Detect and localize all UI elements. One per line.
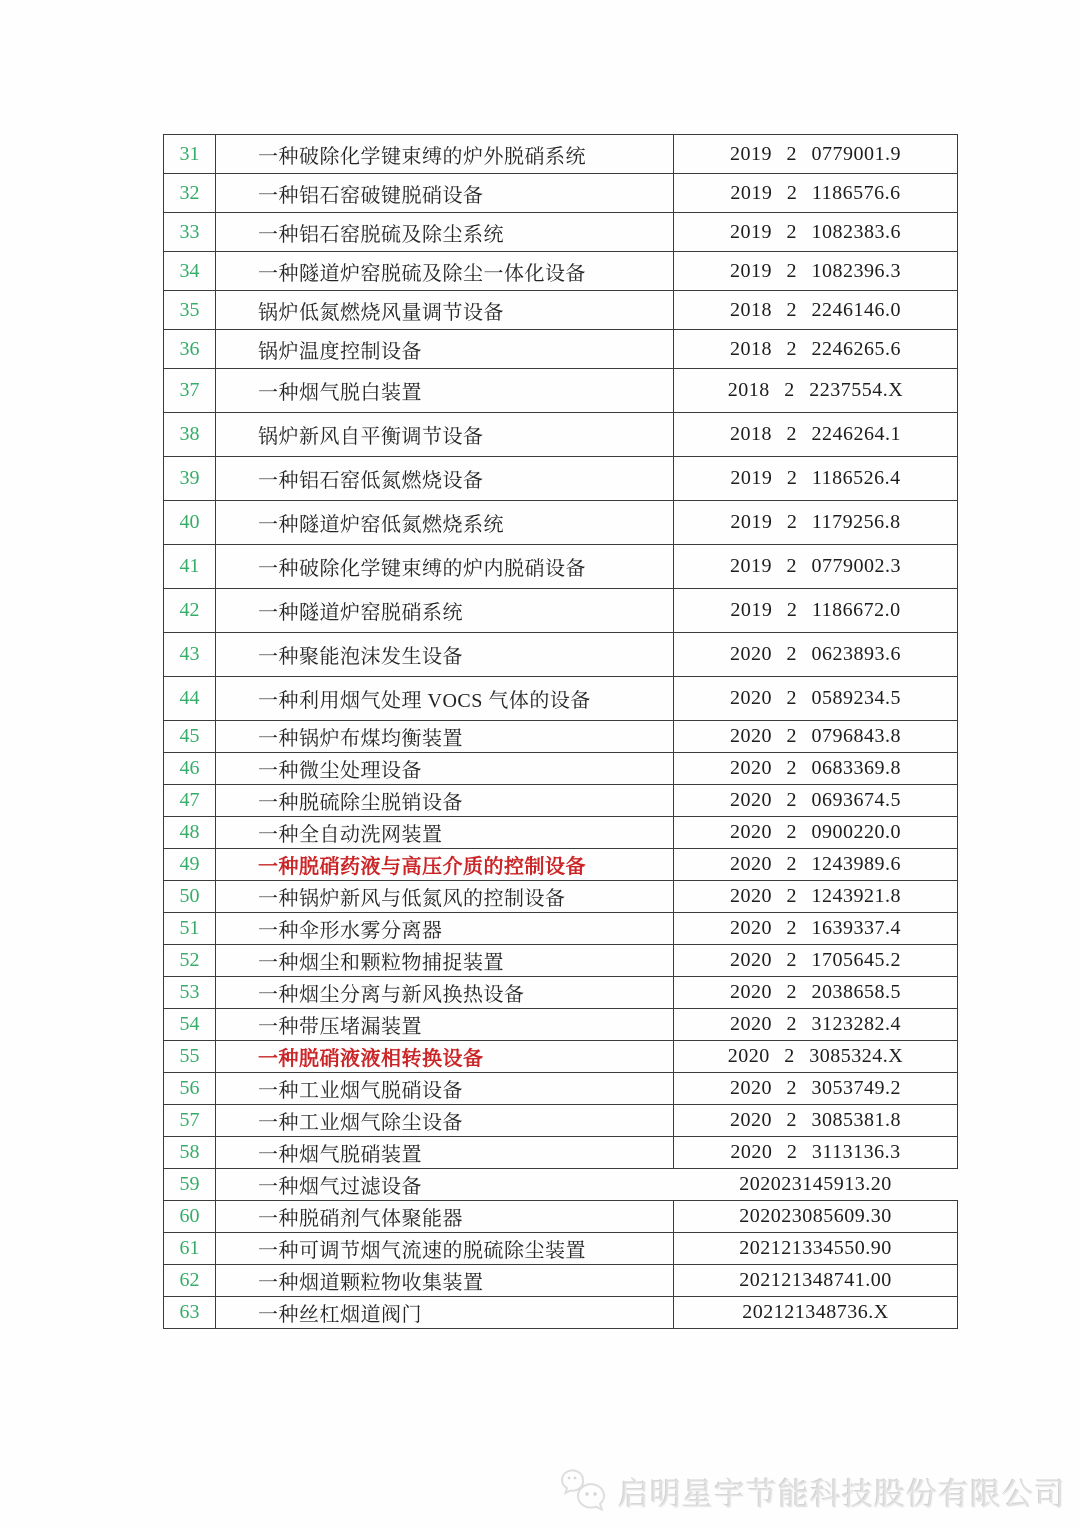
table-row (164, 881, 958, 913)
patent-title: 一种铝石窑脱硫及除尘系统 (216, 213, 674, 252)
patent-title: 一种脱硝药液与高压介质的控制设备 (216, 849, 674, 881)
row-index: 38 (164, 413, 216, 457)
row-index: 58 (164, 1137, 216, 1169)
row-index: 31 (164, 135, 216, 174)
table-row (164, 785, 958, 817)
patent-title: 一种伞形水雾分离器 (216, 913, 674, 945)
patent-number: 2019 2 1186672.0 (674, 589, 958, 633)
patent-number: 2020 2 0693674.5 (674, 785, 958, 817)
patent-number: 2020 2 3085324.X (674, 1041, 958, 1073)
patent-title: 锅炉温度控制设备 (216, 330, 674, 369)
patent-number: 2020 2 1243921.8 (674, 881, 958, 913)
patent-title: 一种铝石窑低氮燃烧设备 (216, 457, 674, 501)
row-index: 52 (164, 945, 216, 977)
patent-title: 一种工业烟气脱硝设备 (216, 1073, 674, 1105)
patent-number: 2020 2 2038658.5 (674, 977, 958, 1009)
patent-title: 一种破除化学键束缚的炉内脱硝设备 (216, 545, 674, 589)
row-index: 49 (164, 849, 216, 881)
table-row (164, 1233, 958, 1265)
patent-number: 2020 2 0683369.8 (674, 753, 958, 785)
patent-title: 一种烟气脱白装置 (216, 369, 674, 413)
patent-title: 一种锅炉布煤均衡装置 (216, 721, 674, 753)
table-row (164, 213, 958, 252)
row-index: 57 (164, 1105, 216, 1137)
patent-title: 一种带压堵漏装置 (216, 1009, 674, 1041)
row-index: 37 (164, 369, 216, 413)
patent-title: 一种烟气脱硝装置 (216, 1137, 674, 1169)
row-index: 47 (164, 785, 216, 817)
table-row (164, 369, 958, 413)
patent-number: 2018 2 2246265.6 (674, 330, 958, 369)
table-row (164, 1041, 958, 1073)
patent-title: 一种烟道颗粒物收集装置 (216, 1265, 674, 1297)
patent-title: 一种铝石窑破键脱硝设备 (216, 174, 674, 213)
patent-number: 2020 2 3113136.3 (674, 1137, 958, 1169)
patent-title: 一种聚能泡沫发生设备 (216, 633, 674, 677)
watermark (558, 1468, 1066, 1514)
row-index: 45 (164, 721, 216, 753)
table-row (164, 330, 958, 369)
table-row (164, 589, 958, 633)
table-row (164, 945, 958, 977)
patent-number: 2020 2 3053749.2 (674, 1073, 958, 1105)
patent-number: 2020 2 1639337.4 (674, 913, 958, 945)
patent-number: 2019 2 1186526.4 (674, 457, 958, 501)
table-row (164, 677, 958, 721)
table-row (164, 1073, 958, 1105)
patent-number: 2019 2 1082383.6 (674, 213, 958, 252)
table-row (164, 252, 958, 291)
patent-title: 一种可调节烟气流速的脱硫除尘装置 (216, 1233, 674, 1265)
patent-title: 一种锅炉新风与低氮风的控制设备 (216, 881, 674, 913)
patent-title: 一种烟气过滤设备 (216, 1169, 674, 1201)
patent-title: 一种丝杠烟道阀门 (216, 1297, 674, 1329)
row-index: 36 (164, 330, 216, 369)
table-row (164, 977, 958, 1009)
patent-number: 2019 2 0779002.3 (674, 545, 958, 589)
table-row (164, 501, 958, 545)
row-index: 50 (164, 881, 216, 913)
table-row (164, 721, 958, 753)
table-row (164, 753, 958, 785)
table-row (164, 1265, 958, 1297)
row-index: 32 (164, 174, 216, 213)
patent-title: 锅炉新风自平衡调节设备 (216, 413, 674, 457)
row-index: 44 (164, 677, 216, 721)
table-row (164, 849, 958, 881)
row-index: 63 (164, 1297, 216, 1329)
row-index: 33 (164, 213, 216, 252)
row-index: 43 (164, 633, 216, 677)
row-index: 34 (164, 252, 216, 291)
patent-number: 202121348736.X (674, 1297, 958, 1329)
patent-number: 202023085609.30 (674, 1201, 958, 1233)
row-index: 61 (164, 1233, 216, 1265)
row-index: 42 (164, 589, 216, 633)
patent-number: 2019 2 1082396.3 (674, 252, 958, 291)
patent-title: 一种脱硝剂气体聚能器 (216, 1201, 674, 1233)
row-index: 40 (164, 501, 216, 545)
patent-number: 2019 2 0779001.9 (674, 135, 958, 174)
patent-number: 2020 2 0589234.5 (674, 677, 958, 721)
row-index: 54 (164, 1009, 216, 1041)
patent-title: 锅炉低氮燃烧风量调节设备 (216, 291, 674, 330)
row-index: 60 (164, 1201, 216, 1233)
company-name: 启明星宇节能科技股份有限公司 (618, 1476, 1066, 1512)
patent-number: 2019 2 1186576.6 (674, 174, 958, 213)
table-row (164, 1297, 958, 1329)
table-row (164, 1105, 958, 1137)
patent-number: 2018 2 2246264.1 (674, 413, 958, 457)
row-index: 56 (164, 1073, 216, 1105)
table-row (164, 174, 958, 213)
patent-number: 2018 2 2237554.X (674, 369, 958, 413)
table-row (164, 1137, 958, 1169)
patent-title: 一种隧道炉窑脱硝系统 (216, 589, 674, 633)
row-index: 55 (164, 1041, 216, 1073)
row-index: 48 (164, 817, 216, 849)
patent-number: 2018 2 2246146.0 (674, 291, 958, 330)
patent-title: 一种利用烟气处理 VOCS 气体的设备 (216, 677, 674, 721)
table-row (164, 457, 958, 501)
table-row (164, 291, 958, 330)
patent-number: 202023145913.20 (674, 1169, 958, 1201)
row-index: 51 (164, 913, 216, 945)
patent-number: 2020 2 3123282.4 (674, 1009, 958, 1041)
row-index: 46 (164, 753, 216, 785)
table-row (164, 633, 958, 677)
patent-number: 2020 2 0796843.8 (674, 721, 958, 753)
patent-number: 2020 2 1243989.6 (674, 849, 958, 881)
patent-number: 202121334550.90 (674, 1233, 958, 1265)
patent-number: 202121348741.00 (674, 1265, 958, 1297)
patent-number: 2020 2 0900220.0 (674, 817, 958, 849)
patent-table (163, 134, 958, 1329)
table-row (164, 135, 958, 174)
row-index: 62 (164, 1265, 216, 1297)
patent-title: 一种隧道炉窑脱硫及除尘一体化设备 (216, 252, 674, 291)
row-index: 35 (164, 291, 216, 330)
patent-title: 一种工业烟气除尘设备 (216, 1105, 674, 1137)
patent-number: 2019 2 1179256.8 (674, 501, 958, 545)
patent-title: 一种脱硫除尘脱销设备 (216, 785, 674, 817)
patent-title: 一种脱硝液液相转换设备 (216, 1041, 674, 1073)
table-row (164, 817, 958, 849)
patent-title: 一种全自动洗网装置 (216, 817, 674, 849)
table-row (164, 413, 958, 457)
row-index: 41 (164, 545, 216, 589)
patent-title: 一种隧道炉窑低氮燃烧系统 (216, 501, 674, 545)
patent-number: 2020 2 0623893.6 (674, 633, 958, 677)
patent-number: 2020 2 1705645.2 (674, 945, 958, 977)
patent-number: 2020 2 3085381.8 (674, 1105, 958, 1137)
table-row (164, 1201, 958, 1233)
table-row (164, 1009, 958, 1041)
patent-title: 一种破除化学键束缚的炉外脱硝系统 (216, 135, 674, 174)
table-row (164, 913, 958, 945)
row-index: 59 (164, 1169, 216, 1201)
table-row (164, 1169, 958, 1201)
row-index: 53 (164, 977, 216, 1009)
patent-title: 一种烟尘分离与新风换热设备 (216, 977, 674, 1009)
table-row (164, 545, 958, 589)
patent-title: 一种微尘处理设备 (216, 753, 674, 785)
row-index: 39 (164, 457, 216, 501)
patent-title: 一种烟尘和颗粒物捕捉装置 (216, 945, 674, 977)
wechat-icon (558, 1468, 610, 1514)
